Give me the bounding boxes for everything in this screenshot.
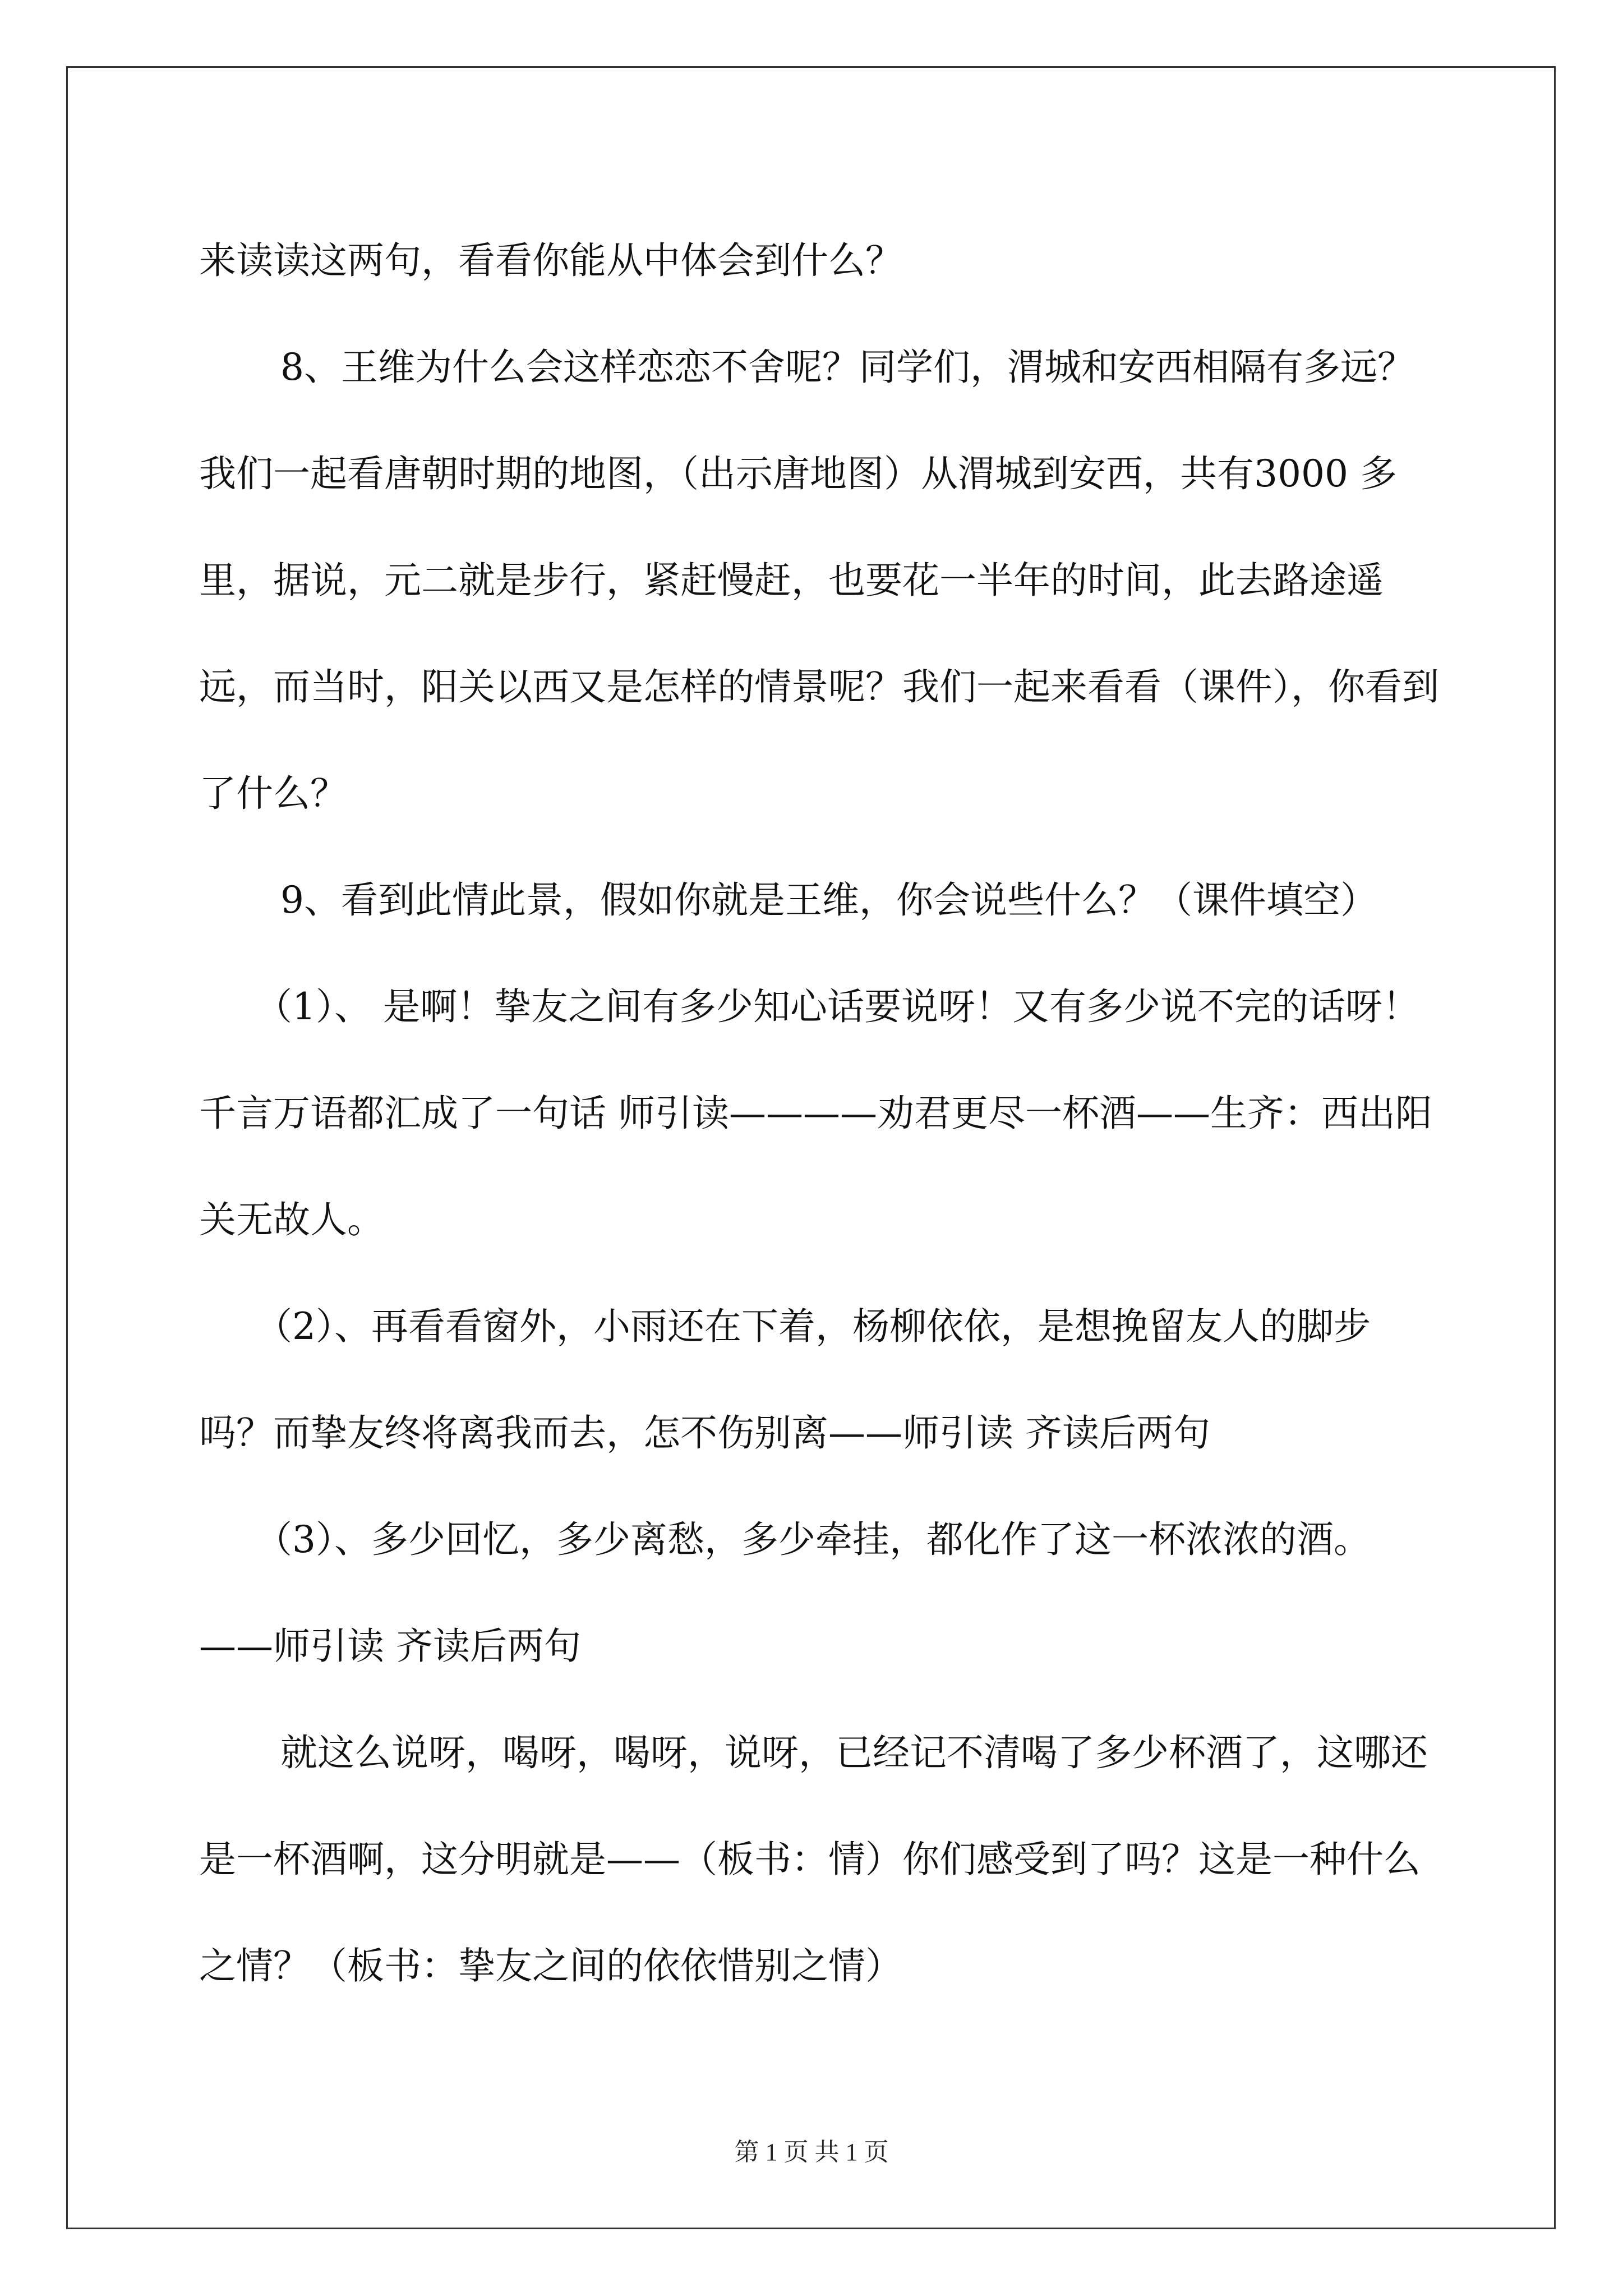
document-body	[199, 208, 1444, 2019]
paragraph-sub-2: （2）、再看看窗外，小雨还在下着，杨柳依依，是想挽留友人的脚步吗？而挚友终将离我而去，怎不伤别离——师引读 齐读后两句	[199, 1305, 1371, 1455]
paragraph-continuation: 来读读这两句，看看你能从中体会到什么？	[199, 239, 902, 282]
paragraph-item-8: 8、王维为什么会这样恋恋不舍呢？同学们，渭城和安西相隔有多远？我们一起看唐朝时期的地图，（出示唐地图）从渭城到安西，共有3000 多里，据说，元二就是步行，紧赶慢赶，也要花一半年的时间，此去路途遥远，而当时，阳关以西又是怎样的情景呢？我们一起来看看（课件），你看到了什么？	[199, 346, 1439, 815]
paragraph-item-9: 9、看到此情此景，假如你就是王维，你会说些什么？（课件填空）	[280, 878, 1377, 922]
paragraph-conclusion: 就这么说呀，喝呀，喝呀，说呀，已经记不清喝了多少杯酒了，这哪还是一杯酒啊，这分明就是——（板书：情）你们感受到了吗？这是一种什么之情？（板书：挚友之间的依依惜别之情）	[199, 1731, 1428, 1987]
paragraph-sub-1: （1）、 是啊！挚友之间有多少知心话要说呀！又有多少说不完的话呀！千言万语都汇成了一句话 师引读————劝君更尽一杯酒——生齐：西出阳关无故人。	[199, 985, 1432, 1241]
page-number-footer: 第 1 页 共 1 页	[734, 2138, 889, 2166]
paragraph-sub-3: （3）、多少回忆，多少离愁，多少牵挂，都化作了这一杯浓浓的酒。——师引读 齐读后两句	[199, 1518, 1371, 1668]
